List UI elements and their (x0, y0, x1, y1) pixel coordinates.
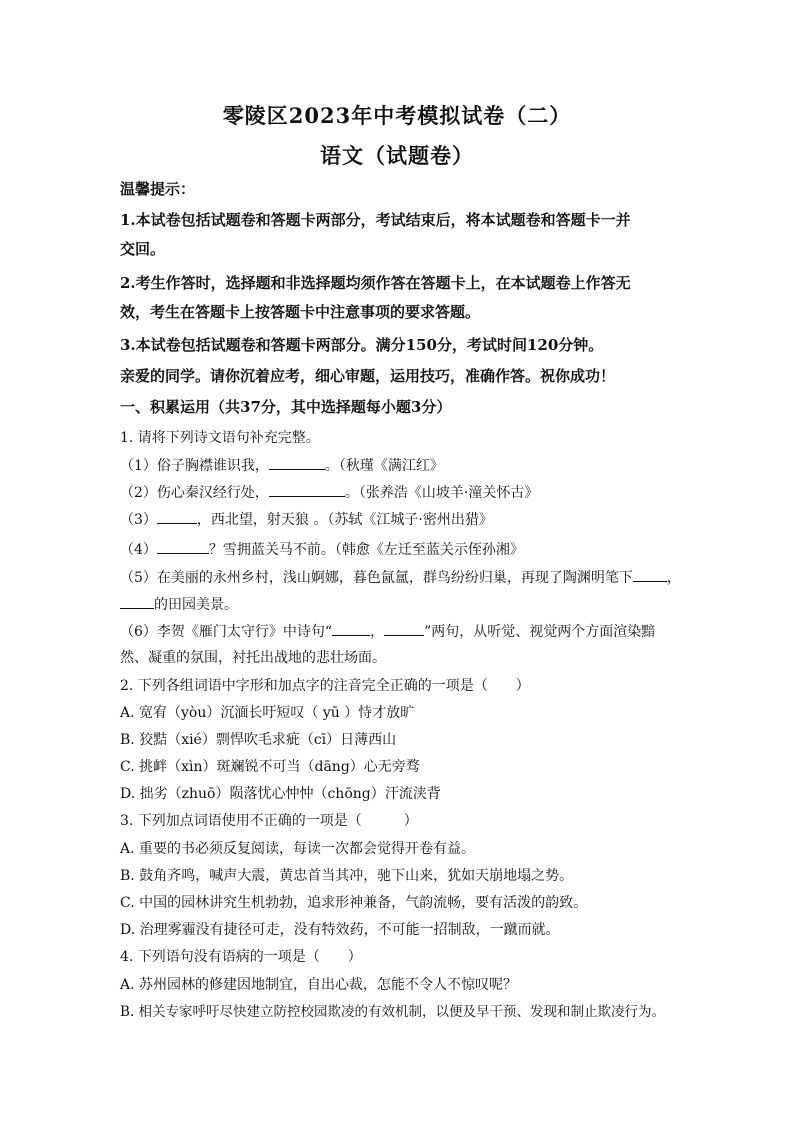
notice-item-2-line-1: 2.考生作答时，选择题和非选择题均须作答在答题卡上，在本试题卷上作答无 (120, 274, 631, 292)
answer-blank[interactable] (157, 539, 209, 554)
q1-sub-5-text: （5）在美丽的永州乡村，浅山婀娜，暮色氤氲，群鸟纷纷归巢，再现了陶渊明笔下 (120, 570, 633, 586)
q2-stem: 2. 下列各组词语中字形和加点字的注音完全正确的一项是（ ） (120, 678, 530, 694)
q1-sub-5-comma: ， (666, 570, 681, 586)
notice-heading: 温馨提示： (120, 180, 196, 198)
q2-option-c: C. 挑衅（xìn）斑斓锐不可当（dāng）心无旁骛 (120, 759, 420, 775)
q1-sub-6-post: ”两句，从听觉、视觉两个方面渲染黯 (424, 624, 656, 640)
q3-option-d: D. 治理雾霾没有捷径可走，没有特效药，不可能一招制敌，一蹴而就。 (120, 922, 560, 938)
q1-sub-1-post: 。（秋瑾《满江红》 (324, 458, 444, 474)
q4-option-b: B. 相关专家呼吁尽快建立防控校园欺凌的有效机制，以便及早干预、发现和制止欺凌行为。 (120, 1004, 666, 1020)
q2-option-a: A. 宽宥（yòu）沉湎长吁短叹（ yū ）恃才放旷 (120, 705, 415, 721)
answer-blank[interactable] (384, 621, 424, 636)
q1-sub-6-mid: ， (370, 624, 385, 640)
answer-blank[interactable] (269, 455, 325, 470)
q1-sub-4-post: ？雪拥蓝关马不前。（韩愈《左迁至蓝关示侄孙湘》 (208, 542, 524, 558)
answer-blank[interactable] (120, 594, 154, 609)
q3-stem: 3. 下列加点词语使用不正确的一项是（ ） (120, 813, 418, 829)
q3-option-a: A. 重要的书必须反复阅读，每读一次都会觉得开卷有益。 (120, 841, 476, 857)
exam-subtitle: 语文（试题卷） (320, 143, 474, 168)
section-1-heading: 一、积累运用（共37分，其中选择题每小题3分） (120, 398, 452, 416)
q1-sub-5-post: 的田园美景。 (154, 597, 238, 613)
q4-stem: 4. 下列语句没有语病的一项是（ ） (120, 949, 362, 965)
answer-blank[interactable] (269, 482, 345, 497)
q2-option-d: D. 拙劣（zhuō）陨落忧心忡忡（chōng）汗流浃背 (120, 786, 441, 802)
q1-sub-3-pre: （3） (120, 512, 157, 528)
q1-stem: 1. 请将下列诗文语句补充完整。 (120, 430, 320, 446)
q1-sub-3-post: ，西北望，射天狼 。（苏轼《江城子·密州出猎》 (196, 512, 493, 528)
answer-blank[interactable] (332, 621, 370, 636)
notice-item-2-line-2: 效，考生在答题卡上按答题卡中注意事项的要求答题。 (120, 303, 481, 321)
q3-option-c: C. 中国的园林讲究生机勃勃，追求形神兼备，气韵流畅，要有活泼的韵致。 (120, 895, 588, 911)
notice-item-1-line-1: 1.本试卷包括试题卷和答题卡两部分，考试结束后，将本试题卷和答题卡一并 (120, 211, 631, 229)
exam-title: 零陵区2023年中考模拟试卷（二） (222, 103, 572, 128)
q1-sub-2-post: 。（张养浩《山坡羊·潼关怀古》 (344, 485, 539, 501)
q1-sub-6-line-1 (120, 621, 680, 642)
q3-option-b: B. 鼓角齐鸣，喊声大震，黄忠首当其冲，驰下山来，犹如天崩地塌之势。 (120, 868, 574, 884)
q1-sub-2 (120, 482, 680, 503)
q1-sub-5-line-2 (120, 594, 680, 615)
q1-sub-1 (120, 455, 680, 476)
q1-sub-4 (120, 539, 680, 560)
notice-greeting: 亲爱的同学。请你沉着应考，细心审题，运用技巧，准确作答。祝你成功！ (120, 367, 616, 385)
q2-option-b: B. 狡黠（xié）剽悍吹毛求疵（cī）日薄西山 (120, 732, 397, 748)
answer-blank[interactable] (633, 567, 667, 582)
q1-sub-4-pre: （4） (120, 542, 157, 558)
q1-sub-6-line-2: 然、凝重的氛围，衬托出战地的悲壮场面。 (120, 650, 386, 666)
q1-sub-5-line-1 (120, 567, 680, 588)
q4-option-a: A. 苏州园林的修建因地制宜，自出心裁，怎能不令人不惊叹呢？ (120, 977, 518, 993)
answer-blank[interactable] (157, 509, 197, 524)
q1-sub-6-pre: （6）李贺《雁门太守行》中诗句“ (120, 624, 333, 640)
q1-sub-1-pre: （1）俗子胸襟谁识我， (120, 458, 269, 474)
q1-sub-3 (120, 509, 680, 530)
notice-item-1-line-2: 交回。 (120, 240, 166, 258)
notice-item-3: 3.本试卷包括试题卷和答题卡两部分。满分150分，考试时间120分钟。 (120, 336, 604, 354)
q1-sub-2-pre: （2）伤心秦汉经行处， (120, 485, 269, 501)
